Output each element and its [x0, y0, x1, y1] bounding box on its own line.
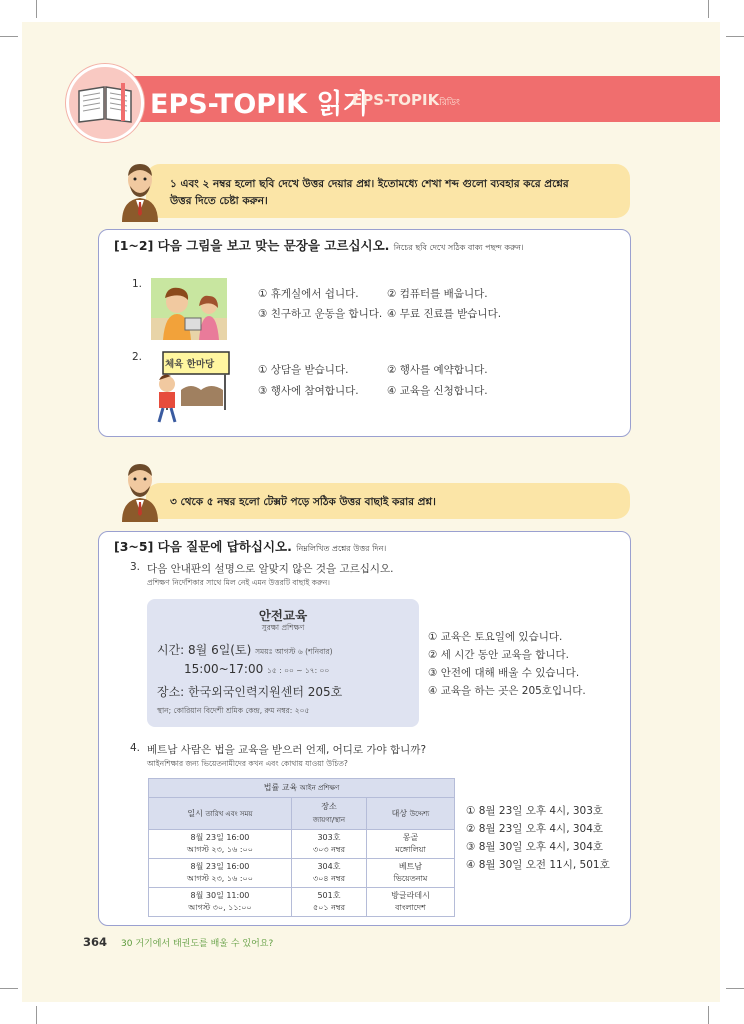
notice-time-range: 15:00~17:00 ১৫ : ০০ ~ ১৭: ০০ — [184, 662, 330, 676]
option[interactable]: ① 8월 23일 오후 4시, 303호 — [466, 805, 604, 817]
teacher-icon — [116, 160, 164, 222]
crop-mark — [726, 36, 744, 37]
open-book-icon — [69, 67, 141, 139]
crop-mark — [36, 0, 37, 18]
book-icon-circle — [66, 64, 144, 142]
option[interactable]: ① 교육은 토요일에 있습니다. — [428, 631, 563, 643]
notice-time: 시간: 8월 6일(토) সময়ঃ আগস্ট ৬ (শনিবার) — [157, 643, 333, 657]
question-number: 3. — [130, 561, 141, 573]
option[interactable]: ① 휴게실에서 쉽니다. — [258, 288, 359, 300]
crop-mark — [36, 1006, 37, 1024]
instruction-text-line1: ১ এবং ২ নম্বর হলো ছবি দেখে উত্তর দেয়ার প্রশ্ন। ইতোমধ্যে শেখা শব্দ গুলো ব্যবহার করে প্রশ্নের — [170, 178, 569, 190]
notice-place-bn: স্থান; কোরিয়ান বিদেশী শ্রমিক কেন্দ্র, রুম নম্বর: ২০৫ — [157, 706, 310, 715]
crop-mark — [708, 0, 709, 18]
option[interactable]: ③ 안전에 대해 배울 수 있습니다. — [428, 667, 580, 679]
instruction-text-line2: উত্তর দিতে চেষ্টা করুন। — [170, 195, 268, 207]
crop-mark — [708, 1006, 709, 1024]
notice-title: 안전교육 — [258, 608, 308, 623]
table-header: 일시 তারিখ এবং সময় — [149, 798, 292, 830]
table-row: 8월 23일 16:00 আগস্ট ২৩, ১৬ :০০ 303호 ৩০৩ নম্বর 몽골 মঙ্গোলিয়া — [149, 830, 455, 859]
page-subtitle: EPS-TOPIKরিডিং — [352, 91, 460, 109]
table-caption: 법률 교육 আইন প্রশিক্ষণ — [149, 779, 455, 798]
question3-text: 다음 안내판의 설명으로 알맞지 않은 것을 고르십시오. — [147, 563, 394, 575]
page-title: EPS-TOPIK 읽기 — [150, 89, 369, 120]
crop-mark — [726, 988, 744, 989]
option[interactable]: ③ 8월 30일 오후 4시, 304호 — [466, 841, 604, 853]
instruction-text: ৩ থেকে ৫ নম্বর হলো টেক্সট পড়ে সঠিক উত্তর বাছাই করার প্রশ্ন। — [170, 496, 436, 508]
law-education-table — [148, 778, 455, 917]
page-number: 364 — [83, 935, 108, 949]
question4-text-bn: আইনশিক্ষার জন্য ভিয়েতনামীদের কখন এবং কোথায় যাওয়া উচিত? — [147, 759, 348, 768]
option[interactable]: ④ 교육을 하는 곳은 205호입니다. — [428, 685, 586, 697]
option[interactable]: ② 컴퓨터를 배웁니다. — [387, 288, 488, 300]
question-number: 4. — [130, 742, 141, 754]
question-number: 2. — [132, 351, 143, 363]
table-header: 대상 উদ্দেশ্য — [367, 798, 455, 830]
notice-place: 장소: 한국외국인력지원센터 205호 — [157, 685, 343, 699]
option[interactable]: ② 행사를 예약합니다. — [387, 364, 488, 376]
option[interactable]: ③ 행사에 참여합니다. — [258, 385, 359, 397]
table-header: 장소 জায়গা/স্থান — [291, 798, 366, 830]
question-number: 1. — [132, 278, 143, 290]
option[interactable]: ④ 교육을 신청합니다. — [387, 385, 488, 397]
option[interactable]: ④ 무료 진료를 받습니다. — [387, 308, 502, 320]
computer-class-illustration — [151, 278, 227, 340]
option[interactable]: ① 상담을 받습니다. — [258, 364, 349, 376]
question3-text-bn: প্রশিক্ষণ নির্দেশিকার সাথে মিল নেই এমন উত্তরটি বাছাই করুন। — [147, 578, 330, 587]
sign-text: 체육 한마당 — [165, 359, 215, 370]
option[interactable]: ③ 친구하고 운동을 합니다. — [258, 308, 383, 320]
section2-heading: [3~5] 다음 질문에 답하십시오. নিম্নলিখিত প্রশ্নের উত্তর দিন। — [114, 539, 387, 554]
chapter-title: 30 거기에서 태권도를 배울 수 있어요? — [121, 939, 274, 949]
teacher-icon — [116, 460, 164, 522]
question4-text: 베트남 사람은 법을 교육을 받으러 언제, 어디로 가야 합니까? — [147, 744, 427, 756]
crop-mark — [0, 988, 18, 989]
option[interactable]: ② 8월 23일 오후 4시, 304호 — [466, 823, 604, 835]
table-row: 8월 23일 16:00 আগস্ট ২৩, ১৬ :০০ 304호 ৩০৪ নম্বর 베트남 ভিয়েতনাম — [149, 859, 455, 888]
crop-mark — [0, 36, 18, 37]
option[interactable]: ④ 8월 30일 오전 11시, 501호 — [466, 859, 610, 871]
option[interactable]: ② 세 시간 동안 교육을 합니다. — [428, 649, 570, 661]
section1-heading: [1~2] 다음 그림을 보고 맞는 문장을 고르십시오. নিচের ছবি দেখে সঠিক বাক্য পছন্দ করুন। — [114, 238, 524, 253]
table-row: 8월 30일 11:00 আগস্ট ৩০, ১১:০০ 501호 ৫০১ নম্বর 방글라데시 বাংলাদেশ — [149, 888, 455, 917]
notice-title-bn: সুরক্ষা প্রশিক্ষণ — [261, 623, 305, 632]
